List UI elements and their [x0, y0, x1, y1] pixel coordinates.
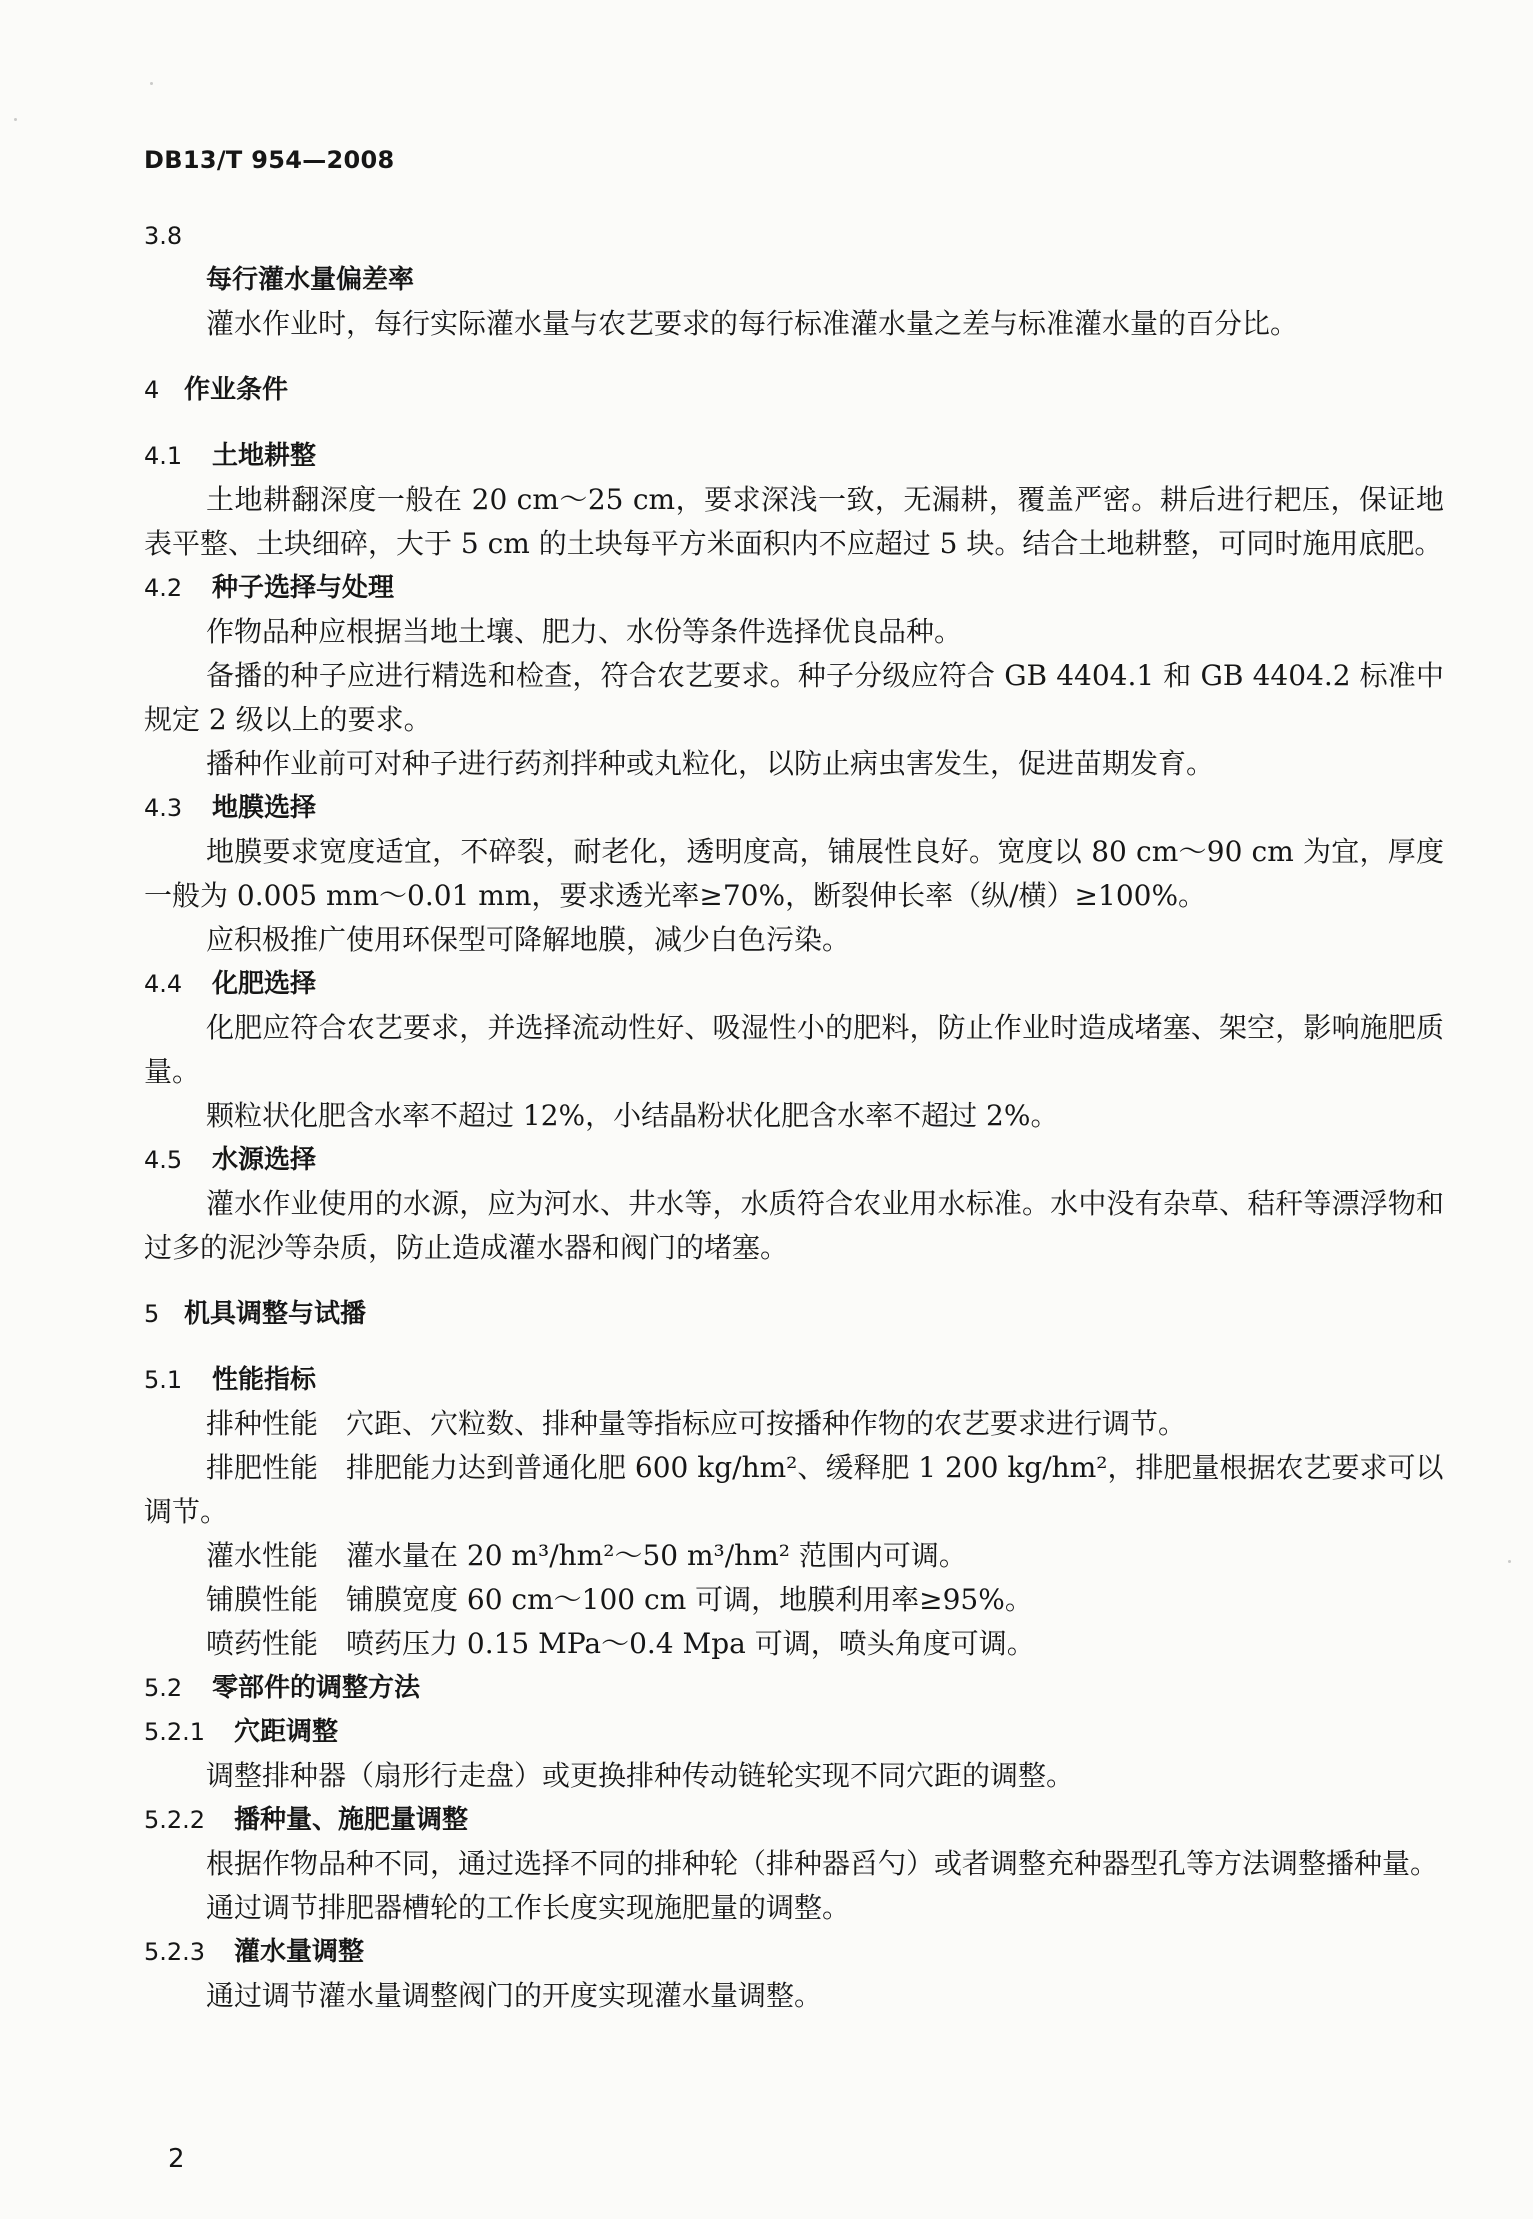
performance-label: 喷药性能 — [206, 1627, 319, 1660]
clause-heading-5-1 — [144, 1358, 1444, 1402]
clause-number: 4.4 — [144, 970, 183, 998]
performance-text: 排肥能力达到普通化肥 600 kg/hm²、缓释肥 1 200 kg/hm²，排肥量根据农艺要求可以调节。 — [144, 1451, 1444, 1528]
clause-title: 播种量、施肥量调整 — [234, 1805, 469, 1835]
clause-title: 性能指标 — [212, 1365, 317, 1395]
document-body — [144, 214, 1444, 2018]
performance-label: 铺膜性能 — [206, 1583, 319, 1616]
performance-label: 排种性能 — [206, 1407, 319, 1440]
clause-title: 地膜选择 — [212, 793, 317, 823]
clause-heading-4-2 — [144, 566, 1444, 610]
section-number: 4 — [144, 376, 160, 404]
section-title: 作业条件 — [184, 375, 289, 405]
performance-item — [144, 1446, 1444, 1534]
performance-text: 灌水量在 20 m³/hm²～50 m³/hm² 范围内可调。 — [346, 1539, 967, 1572]
clause-number: 4.2 — [144, 574, 183, 602]
clause-heading-5-2 — [144, 1666, 1444, 1710]
paragraph: 通过调节灌水量调整阀门的开度实现灌水量调整。 — [206, 1979, 823, 2012]
section-heading-4 — [144, 368, 1444, 412]
clause-title: 化肥选择 — [212, 969, 317, 999]
paragraph: 根据作物品种不同，通过选择不同的排种轮（排种器舀勺）或者调整充种器型孔等方法调整播种量。 — [206, 1847, 1439, 1880]
performance-item — [144, 1402, 1444, 1446]
performance-text: 铺膜宽度 60 cm～100 cm 可调，地膜利用率≥95%。 — [346, 1583, 1033, 1616]
term-definition: 灌水作业时，每行实际灌水量与农艺要求的每行标准灌水量之差与标准灌水量的百分比。 — [206, 307, 1299, 340]
paragraph: 播种作业前可对种子进行药剂拌种或丸粒化，以防止病虫害发生，促进苗期发育。 — [206, 747, 1215, 780]
clause-heading-4-4 — [144, 962, 1444, 1006]
term-title: 每行灌水量偏差率 — [206, 265, 415, 295]
paragraph: 灌水作业使用的水源，应为河水、井水等，水质符合农业用水标准。水中没有杂草、秸秆等漂浮物和过多的泥沙等杂质，防止造成灌水器和阀门的堵塞。 — [144, 1187, 1444, 1264]
performance-text: 穴距、穴粒数、排种量等指标应可按播种作物的农艺要求进行调节。 — [346, 1407, 1187, 1440]
paragraph: 调整排种器（扇形行走盘）或更换排种传动链轮实现不同穴距的调整。 — [206, 1759, 1075, 1792]
performance-label: 排肥性能 — [206, 1451, 319, 1484]
clause-title: 水源选择 — [212, 1145, 317, 1175]
paragraph: 作物品种应根据当地土壤、肥力、水份等条件选择优良品种。 — [206, 615, 963, 648]
clause-heading-4-1 — [144, 434, 1444, 478]
clause-number: 5.1 — [144, 1366, 183, 1394]
clause-number: 5.2.3 — [144, 1938, 206, 1966]
clause-number: 5.2 — [144, 1674, 183, 1702]
clause-heading-5-2-3 — [144, 1930, 1444, 1974]
clause-title: 灌水量调整 — [234, 1937, 365, 1967]
clause-title: 种子选择与处理 — [212, 573, 395, 603]
section-number: 5 — [144, 1300, 160, 1328]
paragraph: 颗粒状化肥含水率不超过 12%，小结晶粉状化肥含水率不超过 2%。 — [206, 1099, 1059, 1132]
paragraph: 应积极推广使用环保型可降解地膜，减少白色污染。 — [206, 923, 851, 956]
scan-speck — [14, 118, 17, 121]
clause-number-3-8: 3.8 — [144, 222, 183, 250]
clause-number: 4.1 — [144, 442, 183, 470]
scan-speck — [150, 82, 153, 85]
clause-number: 5.2.2 — [144, 1806, 206, 1834]
performance-item — [144, 1578, 1444, 1622]
performance-text: 喷药压力 0.15 MPa～0.4 Mpa 可调，喷头角度可调。 — [346, 1627, 1035, 1660]
clause-title: 穴距调整 — [234, 1717, 339, 1747]
clause-heading-4-3 — [144, 786, 1444, 830]
clause-number: 5.2.1 — [144, 1718, 206, 1746]
clause-title: 零部件的调整方法 — [212, 1673, 421, 1703]
clause-heading-4-5 — [144, 1138, 1444, 1182]
paragraph: 地膜要求宽度适宜，不碎裂，耐老化，透明度高，铺展性良好。宽度以 80 cm～90 cm 为宜，厚度一般为 0.005 mm～0.01 mm，要求透光率≥70%，断裂伸长率（纵/横）≥100%。 — [144, 835, 1444, 912]
clause-heading-5-2-2 — [144, 1798, 1444, 1842]
document-number: DB13/T 954—2008 — [144, 146, 395, 174]
paragraph: 通过调节排肥器槽轮的工作长度实现施肥量的调整。 — [206, 1891, 851, 1924]
clause-number: 4.3 — [144, 794, 183, 822]
page-number: 2 — [168, 2144, 185, 2174]
clause-heading-5-2-1 — [144, 1710, 1444, 1754]
scan-speck — [1508, 1560, 1511, 1563]
section-title: 机具调整与试播 — [184, 1299, 367, 1329]
clause-title: 土地耕整 — [212, 441, 317, 471]
performance-item — [144, 1534, 1444, 1578]
paragraph: 备播的种子应进行精选和检查，符合农艺要求。种子分级应符合 GB 4404.1 和 GB 4404.2 标准中规定 2 级以上的要求。 — [144, 659, 1444, 736]
clause-number: 4.5 — [144, 1146, 183, 1174]
paragraph: 土地耕翻深度一般在 20 cm～25 cm，要求深浅一致，无漏耕，覆盖严密。耕后进行耙压，保证地表平整、土块细碎，大于 5 cm 的土块每平方米面积内不应超过 5 块。结合土地耕整，可同时施用底肥。 — [144, 483, 1444, 560]
performance-label: 灌水性能 — [206, 1539, 319, 1572]
section-heading-5 — [144, 1292, 1444, 1336]
performance-item — [144, 1622, 1444, 1666]
paragraph: 化肥应符合农艺要求，并选择流动性好、吸湿性小的肥料，防止作业时造成堵塞、架空，影响施肥质量。 — [144, 1011, 1444, 1088]
